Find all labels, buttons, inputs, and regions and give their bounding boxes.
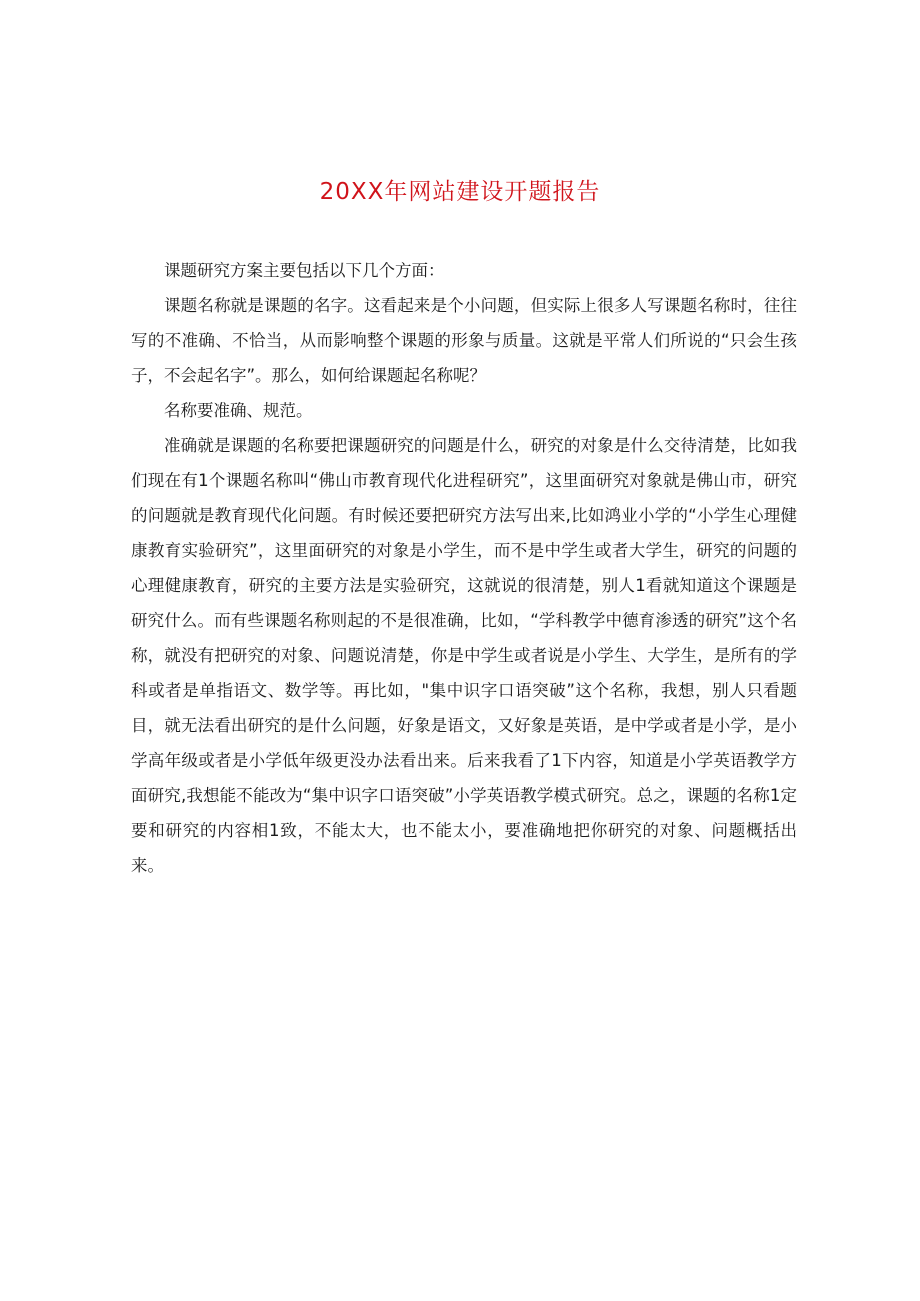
paragraph-requirement: 名称要准确、规范。 [164, 401, 313, 420]
paragraph-intro: 课题研究方案主要包括以下几个方面： [164, 261, 445, 280]
document-title: 20XX年网站建设开题报告 [319, 179, 601, 205]
paragraph-topic-name: 课题名称就是课题的名字。这看起来是个小问题，但实际上很多人写课题名称时，往往写的不准确、不恰当，从而影响整个课题的形象与质量。这就是平常人们所说的“只会生孩子，不会起名字”。那么，如何给课题起名称呢？ [131, 296, 797, 385]
paragraph-accuracy: 准确就是课题的名称要把课题研究的问题是什么，研究的对象是什么交待清楚，比如我们现在有1个课题名称叫“佛山市教育现代化进程研究”，这里面研究对象就是佛山市，研究的问题就是教育现代化问题。有时候还要把研究方法写出来,比如鸿业小学的“小学生心理健康教育实验研究”，这里面研究的对象是小学生，而不是中学生或者大学生，研究的问题的心理健康教育，研究的主要方法是实验研究，这就说的很清楚，别人1看就知道这个课题是研究什么。而有些课题名称则起的不是很准确，比如，“学科教学中德育渗透的研究”这个名称，就没有把研究的对象、问题说清楚，你是中学生或者说是小学生、大学生，是所有的学科或者是单指语文、数学等。再比如，"集中识字口语突破”这个名称，我想，别人只看题目，就无法看出研究的是什么问题，好象是语文，又好象是英语，是中学或者是小学，是小学高年级或者是小学低年级更没办法看出来。后来我看了1下内容，知道是小学英语教学方面研究,我想能不能改为“集中识字口语突破”小学英语教学模式研究。总之，课题的名称1定要和研究的内容相1致，不能太大，也不能太小，要准确地把你研究的对象、问题概括出来。 [131, 436, 797, 875]
document-body [131, 253, 797, 883]
